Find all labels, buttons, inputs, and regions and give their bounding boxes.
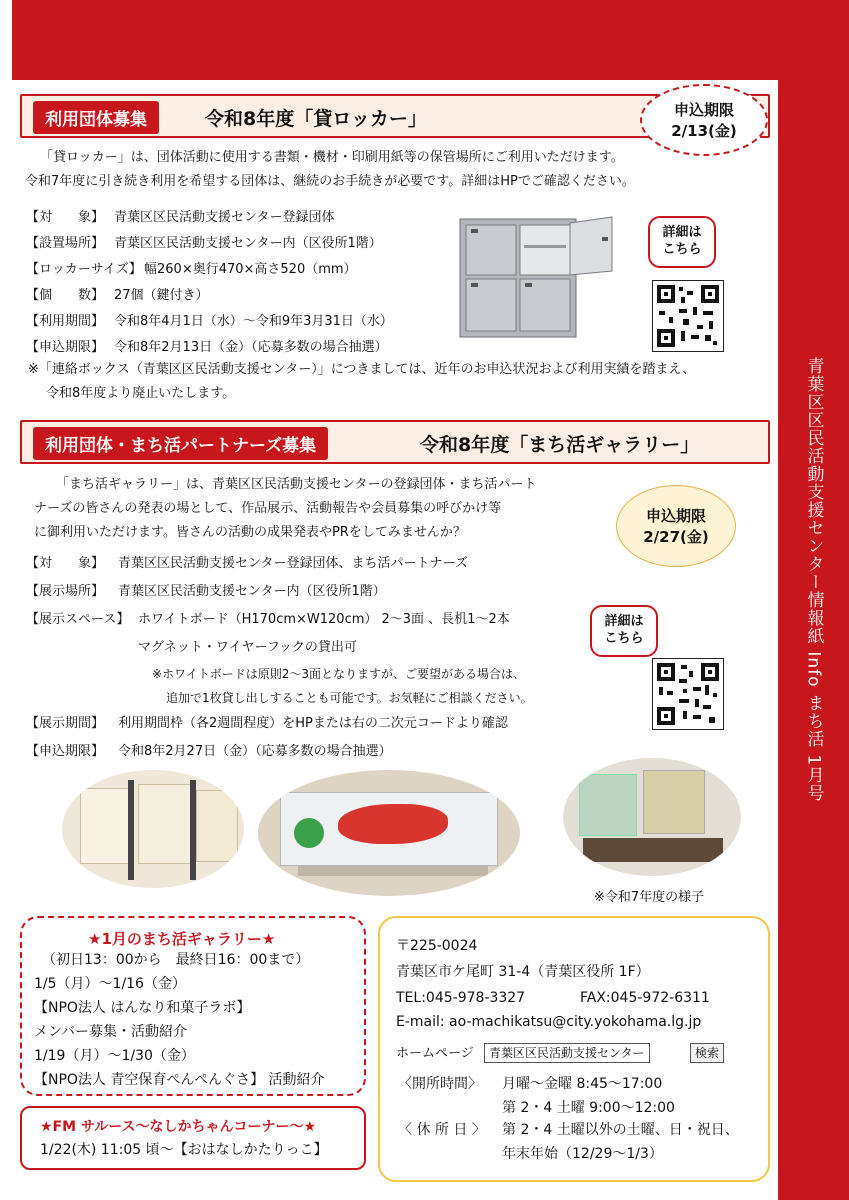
locker-note-1: ※「連絡ボックス（青葉区区民活動支援センター）」につきましては、近年のお申込状況および利用実績を踏まえ、 [28, 362, 696, 377]
detail-row: 【展示場所】 青葉区区民活動支援センター内（区役所1階） [26, 584, 386, 599]
space-note-2: 追加で1枚貸し出しすることも可能です。お気軽にご相談ください。 [166, 691, 533, 705]
gallery-intro-1: 「まち活ギャラリー」は、青葉区区民活動支援センターの登録団体・まち活パート [56, 477, 537, 492]
january-org-1: 【NPO法人 はんなり和菓子ラボ】 [34, 1000, 251, 1016]
closed-days-2: 年末年始（12/29～1/3） [502, 1146, 663, 1162]
detail-row: 【ロッカーサイズ】 幅260×奥行470×高さ520（mm） [26, 262, 357, 277]
gallery-photo-2 [258, 770, 520, 896]
fm-title: ★FM サルース～なしかちゃんコーナー～★ [40, 1119, 317, 1135]
gallery-detail-bubble: 詳細は こちら [590, 605, 658, 657]
detail-row: 【対 象】 青葉区区民活動支援センター登録団体、まち活パートナーズ [26, 556, 468, 571]
january-gallery-hours: （初日13：00から 最終日16：00まで） [42, 952, 310, 968]
gallery-intro-2: ナーズの皆さんの発表の場として、作品展示、活動報告や会員募集の呼びかけ等 [34, 501, 502, 516]
locker-badge: 利用団体募集 [33, 101, 159, 134]
contact-email[interactable]: E-mail: ao-machikatsu@city.yokohama.lg.jp [396, 1014, 702, 1030]
locker-intro-1: 「貸ロッカー」は、団体活動に使用する書類・機材・印刷用紙等の保管場所にご利用いただけます。 [40, 150, 624, 165]
space-note-1: ※ホワイトボードは原則2～3面となりますが、ご要望がある場合は、 [152, 667, 525, 681]
gallery-photo-3 [563, 758, 741, 876]
locker-qr-code[interactable] [652, 280, 724, 352]
closed-days-1: 第 2・4 土曜以外の土曜、日・祝日、 [502, 1122, 739, 1138]
space-detail: マグネット・ワイヤーフックの貸出可 [138, 640, 357, 655]
detail-row: 【申込期限】 令和8年2月13日（金）（応募多数の場合抽選） [26, 340, 388, 355]
gallery-intro-3: に御利用いただけます。皆さんの活動の成果発表やPRをしてみませんか？ [34, 525, 466, 540]
photo-caption: ※令和7年度の様子 [594, 890, 705, 905]
january-org-2: 【NPO法人 青空保育ぺんぺんぐさ】 活動紹介 [34, 1072, 325, 1088]
locker-details [26, 205, 446, 361]
january-period-1: 1/5（月）～1/16（金） [34, 976, 186, 992]
contact-address: 青葉区市ケ尾町 31-4（青葉区役所 1F） [396, 964, 650, 980]
locker-deadline-label: 申込期限 [673, 101, 734, 119]
top-banner [12, 0, 778, 80]
locker-title: 令和8年度「貸ロッカー」 [205, 108, 427, 130]
locker-deadline-date: 2/13(金) [671, 122, 737, 140]
locker-detail-bubble: 詳細は こちら [648, 216, 716, 268]
january-gallery-title: ★1月のまち活ギャラリー★ [88, 930, 276, 948]
detail-row: 【展示スペース】 ホワイトボード（H170cm×W120cm） 2～3面 、長机1～2本 [26, 612, 510, 627]
detail-row: 【展示期間】 利用期間枠（各2週間程度）をHPまたは右の二次元コードより確認 [26, 716, 508, 731]
january-period-2: 1/19（月）～1/30（金） [34, 1048, 195, 1064]
open-hours-1: 月曜～金曜 8:45～17:00 [502, 1076, 663, 1092]
locker-intro-2: 令和7年度に引き続き利用を希望する団体は、継続のお手続きが必要です。詳細はHPでご確認ください。 [25, 174, 635, 189]
homepage-search-button[interactable]: 検索 [690, 1043, 724, 1063]
detail-row: 【利用期間】 令和8年4月1日（水）～令和9年3月31日（水） [26, 314, 393, 329]
closed-days-label: 〈 休 所 日 〉 [398, 1122, 486, 1138]
gallery-details [26, 550, 586, 766]
gallery-badge: 利用団体・まち活パートナーズ募集 [33, 427, 328, 460]
detail-row: 【個 数】 27個（鍵付き） [26, 288, 209, 303]
fm-detail: 1/22(木) 11:05 頃～【おはなしかたりっこ】 [40, 1142, 328, 1158]
locker-note-2: 令和8年度より廃止いたします。 [46, 386, 236, 401]
open-hours-label: 〈開所時間〉 [398, 1076, 482, 1092]
gallery-photo-1 [62, 770, 244, 888]
detail-row: 【対 象】 青葉区区民活動支援センター登録団体 [26, 210, 335, 225]
gallery-deadline-label: 申込期限 [645, 507, 706, 525]
contact-fax: FAX:045-972-6311 [580, 990, 710, 1006]
locker-illustration [458, 215, 614, 339]
january-desc-1: メンバー募集・活動紹介 [34, 1024, 188, 1040]
contact-tel: TEL:045-978-3327 [396, 990, 526, 1006]
gallery-deadline-date: 2/27(金) [643, 528, 709, 546]
locker-deadline [640, 84, 768, 156]
gallery-deadline [616, 485, 736, 567]
homepage-search-box[interactable]: 青葉区区民活動支援センター [484, 1043, 650, 1063]
side-label: 青葉区区民活動支援センター情報紙 Info まち活 1月号 [803, 357, 824, 803]
detail-row: 【申込期限】 令和8年2月27日（金）（応募多数の場合抽選） [26, 744, 392, 759]
gallery-title: 令和8年度「まち活ギャラリー」 [420, 434, 700, 456]
gallery-qr-code[interactable] [652, 658, 724, 730]
homepage-label: ホームページ [396, 1046, 474, 1061]
contact-postal: 〒225-0024 [396, 938, 478, 954]
open-hours-2: 第 2・4 土曜 9:00～12:00 [502, 1100, 675, 1116]
detail-row: 【設置場所】 青葉区区民活動支援センター内（区役所1階） [26, 236, 382, 251]
